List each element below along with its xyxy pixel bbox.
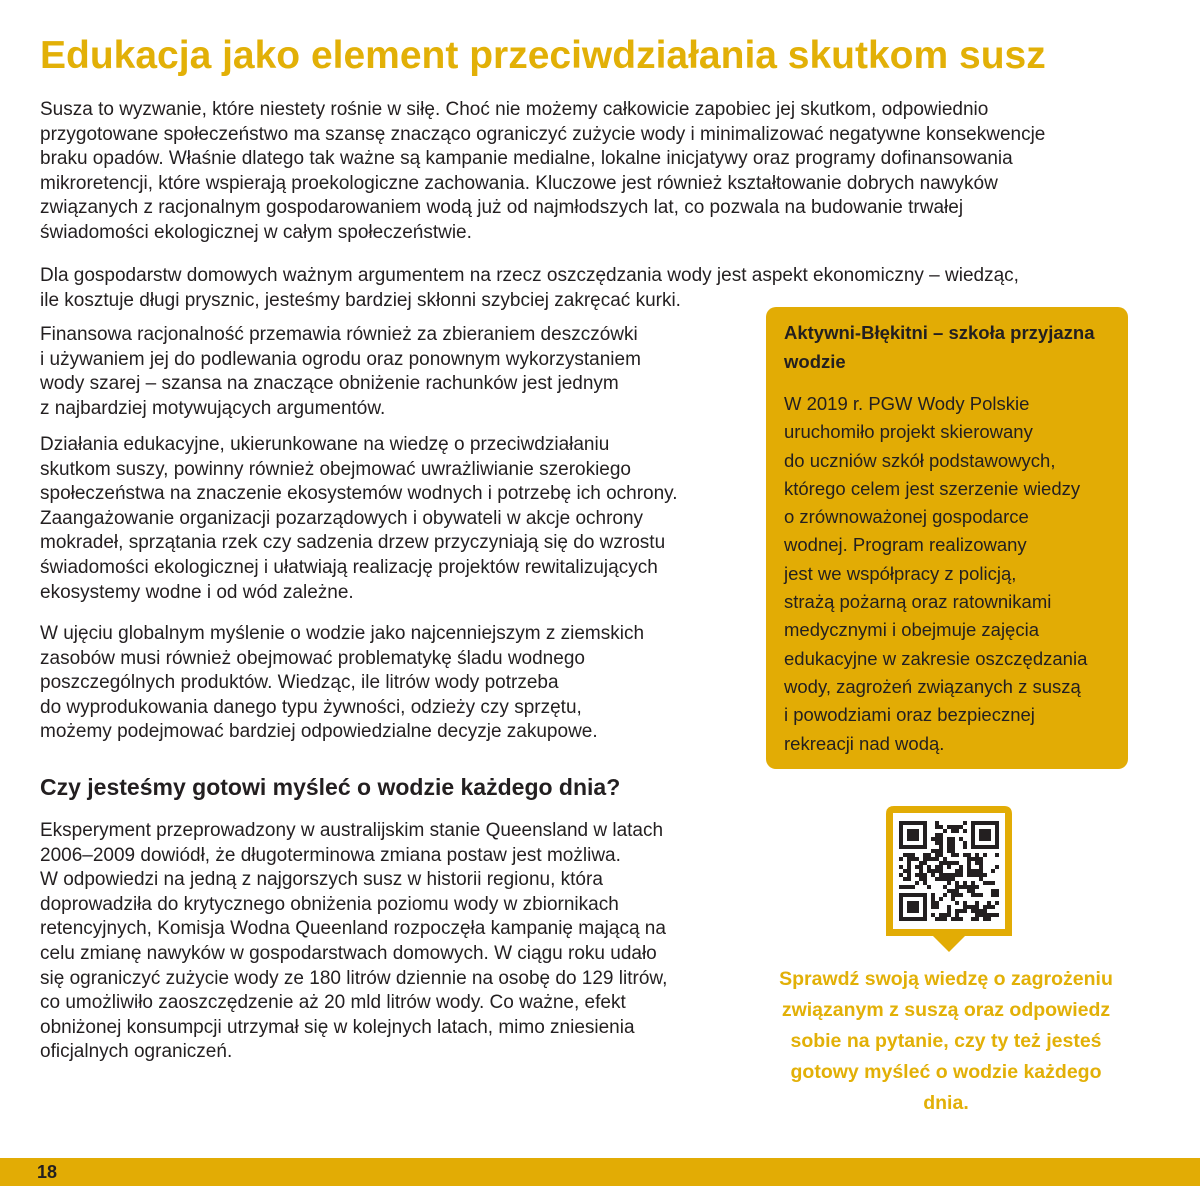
text-line: zasobów musi również obejmować problematykę śladu wodnego bbox=[40, 647, 585, 669]
text-line: oficjalnych ograniczeń. bbox=[40, 1041, 233, 1063]
text-line: sobie na pytanie, czy ty też jesteś bbox=[790, 1030, 1102, 1052]
text-line: uruchomiło projekt skierowany bbox=[784, 421, 1033, 443]
text-line: braku opadów. Właśnie dlatego tak ważne są kampanie medialne, lokalne inicjatywy oraz programy dofinansowania bbox=[40, 148, 1013, 170]
text-line: do uczniów szkół podstawowych, bbox=[784, 449, 1056, 471]
intro-paragraph bbox=[40, 98, 1140, 246]
info-box-text bbox=[784, 390, 1110, 758]
text-line: poszczególnych produktów. Wiedząc, ile litrów wody potrzeba bbox=[40, 672, 559, 694]
text-line: Sprawdź swoją wiedzę o zagrożeniu bbox=[779, 968, 1113, 990]
text-line: społeczeństwa na znaczenie ekosystemów wodnych i potrzebę ich ochrony. bbox=[40, 483, 678, 505]
text-line: medycznymi i obejmuje zajęcia bbox=[784, 619, 1039, 641]
text-line: ekosystemy wodne i od wód zależne. bbox=[40, 581, 354, 603]
text-line: 2006–2009 dowiódł, że długoterminowa zmiana postaw jest możliwa. bbox=[40, 844, 621, 866]
text-line: i używaniem jej do podlewania ogrodu oraz ponownym wykorzystaniem bbox=[40, 348, 641, 370]
section-subheading: Czy jesteśmy gotowi myśleć o wodzie każdego dnia? bbox=[40, 774, 621, 800]
text-line: świadomości ekologicznej w całym społeczeństwie. bbox=[40, 221, 472, 243]
text-line: ile kosztuje długi prysznic, jesteśmy bardziej skłonni szybciej zakręcać kurki. bbox=[40, 289, 681, 311]
text-line: Susza to wyzwanie, które niestety rośnie w siłę. Choć nie możemy całkowicie zapobiec jej skutkom, odpowiednio bbox=[40, 99, 989, 120]
text-line: Aktywni-Błękitni – szkoła przyjazna bbox=[784, 322, 1095, 343]
text-line: celu zmianę nawyków w gospodarstwach domowych. W ciągu roku udało bbox=[40, 942, 657, 964]
page-title: Edukacja jako element przeciwdziałania skutkom susz bbox=[40, 34, 1046, 77]
text-line: się ograniczyć zużycie wody ze 180 litrów dziennie na osobę do 129 litrów, bbox=[40, 967, 668, 989]
economic-paragraph bbox=[40, 264, 1140, 313]
text-line: doprowadziła do krytycznego obniżenia poziomu wody w zbiornikach bbox=[40, 893, 619, 915]
text-line: o zrównoważonej gospodarce bbox=[784, 506, 1029, 528]
text-line: mokradeł, sprzątania rzek czy sadzenia drzew przyczyniają się do wzrostu bbox=[40, 532, 666, 554]
footer-bar bbox=[0, 1158, 1200, 1186]
text-line: przygotowane społeczeństwo ma szansę znacząco ograniczyć zużycie wody i minimalizować negatywne konsekwencje bbox=[40, 123, 1046, 145]
text-line: Dla gospodarstw domowych ważnym argumentem na rzecz oszczędzania wody jest aspekt ekonomiczny – wiedząc, bbox=[40, 265, 1019, 286]
text-line: mikroretencji, które wspierają proekologiczne zachowania. Kluczowe jest również kształtowanie dobrych nawyków bbox=[40, 172, 998, 194]
text-line: Działania edukacyjne, ukierunkowane na wiedzę o przeciwdziałaniu bbox=[40, 434, 610, 455]
text-line: obniżonej konsumpcji utrzymał się w kolejnych latach, mimo zniesienia bbox=[40, 1016, 635, 1038]
text-line: z najbardziej motywujących argumentów. bbox=[40, 397, 386, 419]
text-line: związanych z racjonalnym gospodarowaniem wodą już od najmłodszych lat, co pozwala na budowanie trwałej bbox=[40, 197, 964, 219]
text-line: wodzie bbox=[784, 350, 846, 372]
text-line: rekreacji nad wodą. bbox=[784, 732, 945, 754]
text-line: W odpowiedzi na jedną z najgorszych susz w historii regionu, która bbox=[40, 869, 603, 891]
text-line: możemy podejmować bardziej odpowiedzialne decyzje zakupowe. bbox=[40, 721, 598, 743]
qr-code[interactable] bbox=[886, 806, 1012, 952]
text-line: wodnej. Program realizowany bbox=[784, 534, 1027, 556]
text-line: W ujęciu globalnym myślenie o wodzie jako najcenniejszym z ziemskich bbox=[40, 623, 645, 644]
rainwater-paragraph bbox=[40, 323, 720, 421]
text-line: i powodziami oraz bezpiecznej bbox=[784, 704, 1035, 726]
qr-code-icon bbox=[886, 806, 1012, 952]
text-line: wody szarej – szansa na znaczące obniżenie rachunków jest jednym bbox=[40, 373, 619, 395]
text-line: związanym z suszą oraz odpowiedz bbox=[781, 999, 1111, 1021]
text-line: świadomości ekologicznej i ułatwiają realizację projektów rewitalizujących bbox=[40, 556, 658, 578]
text-line: Eksperyment przeprowadzony w australijskim stanie Queensland w latach bbox=[40, 820, 664, 841]
text-line: co umożliwiło zaoszczędzenie aż 20 mld litrów wody. Co ważne, efekt bbox=[40, 992, 626, 1014]
info-box bbox=[766, 307, 1128, 769]
text-line: jest we współpracy z policją, bbox=[784, 562, 1017, 584]
queensland-paragraph bbox=[40, 819, 720, 1065]
info-box-title bbox=[784, 319, 1110, 376]
text-line: skutkom suszy, powinny również obejmować uwrażliwianie szerokiego bbox=[40, 458, 632, 480]
page-number: 18 bbox=[37, 1162, 58, 1182]
education-paragraph bbox=[40, 433, 720, 605]
text-line: Finansowa racjonalność przemawia również za zbieraniem deszczówki bbox=[40, 324, 638, 345]
text-line: strażą pożarną oraz ratownikami bbox=[784, 591, 1052, 613]
text-line: retencyjnych, Komisja Wodna Queenland rozpoczęła kampanię mającą na bbox=[40, 918, 666, 940]
text-line: wody, zagrożeń związanych z suszą bbox=[784, 675, 1081, 697]
quiz-call-to-action bbox=[764, 964, 1128, 1119]
text-line: Zaangażowanie organizacji pozarządowych i obywateli w akcje ochrony bbox=[40, 507, 644, 529]
text-line: W 2019 r. PGW Wody Polskie bbox=[784, 393, 1030, 414]
text-line: do wyprodukowania danego typu żywności, odzieży czy sprzętu, bbox=[40, 696, 582, 718]
text-line: edukacyjne w zakresie oszczędzania bbox=[784, 647, 1088, 669]
text-line: gotowy myśleć o wodzie każdego bbox=[790, 1061, 1102, 1083]
water-footprint-paragraph bbox=[40, 622, 720, 745]
text-line: którego celem jest szerzenie wiedzy bbox=[784, 477, 1081, 499]
text-line: dnia. bbox=[923, 1092, 969, 1114]
